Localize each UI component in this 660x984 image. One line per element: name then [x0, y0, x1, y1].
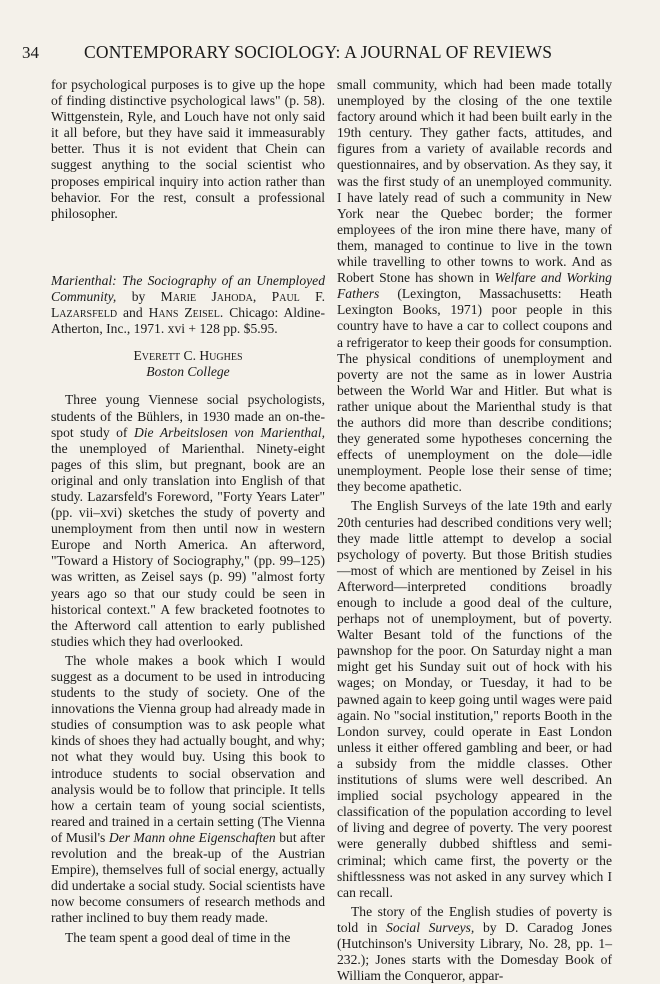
reviewer-affiliation: Boston College	[146, 364, 230, 380]
page-number: 34	[22, 43, 39, 62]
author-zeisel: Hans Zeisel	[148, 305, 220, 321]
citation-separator: ,	[252, 288, 272, 304]
review-paragraph: Three young Viennese social psychologists, students of the Bühlers, in 1930 made an on-the-spot study of Die Arbeitslosen von Marienthal, the unemployed of Marienthal. Ninety-eight pages of this slim, but pregnant, book are an original and only translation into English of that study. Lazarsfeld's Foreword, "Forty Years Later" (pp. vii–xvi) sketches the study of poverty and unemployment from then until now in western Europe and North America. An afterword, "Toward a History of Sociography," (pp. 99–125) was written, as Zeisel says (p. 99) "almost forty years ago so that our study could be seen in historical context." A few bracketed footnotes to the Afterword call attention to early published studies which they had overlooked.	[51, 392, 325, 649]
book-title-musil: Der Mann ohne Eigenschaften	[108, 829, 276, 845]
right-column	[337, 77, 612, 984]
running-title: CONTEMPORARY SOCIOLOGY: A JOURNAL OF REVIEWS	[84, 42, 553, 62]
book-title: Marienthal: The Sociography of an Unemployed Community,	[51, 272, 325, 304]
review-paragraph: The English Surveys of the late 19th and early 20th centuries had described conditions very well; they made little attempt to develop a social psychology of poverty. But those British studies—most of which are mentioned by Zeisel in his Afterword—interpreted conditions broadly enough to include a good deal of the culture, perhaps not of unemployment, but of poverty. Walter Besant told of the functions of the pawnshop for the poor. On Saturday night a man might get his Sunday suit out of hock with his wages; on Monday, or Tuesday, it had to be pawned again to keep going until wages were paid again. No "social institution," reports Booth in the London survey, could operate in East London unless it either offered gambling and beer, or had a subsidy from the middle classes. Other institutions of slums were well described. An implied social psychology appeared in the classification of the population according to level of living and degree of poverty. The very poorest were generally dubbed shiftless and semi-criminal; which came first, the poverty or the shiftlessness was not asked in any survey which I can recall.	[337, 498, 612, 900]
book-title-social-surveys: Social Surveys,	[386, 919, 475, 935]
review-paragraph: The team spent a good deal of time in the	[65, 929, 291, 945]
citation-by: by	[116, 288, 161, 304]
publication-info: . Chicago: Aldine-Atherton, Inc., 1971. xvi + 128 pp. $5.95.	[51, 305, 325, 337]
citation-and: and	[117, 305, 149, 321]
review-paragraph: small community, which had been made totally unemployed by the closing of the one textile factory around which it had been built early in the 19th century. They gather facts, attitudes, and figures from a variety of available records and questionnaires, and by observation. As they say, it was the first study of an unemployed community. I have lately read of such a community in New York near the Quebec border; the former employees of the iron mine there have, many of them, managed to continue to live in the town while travelling to other towns to work. And as Robert Stone has shown in Welfare and Working Fathers (Lexington, Massachusetts: Heath Lexington Books, 1971) poor people in this country have to have a car to collect coupons and a refrigerator to keep their goods for consumption. The physical conditions of unemployment and poverty are not the same as in lower Austria between the World War and Hitler. But what is rather unique about the Marienthal study is that the authors did more than describe conditions; they generated some hypotheses concerning the effects of unemployment on the dole—idle unemployment. People lose their sense of time; they become apathetic.	[337, 77, 612, 495]
left-column	[51, 77, 325, 946]
author-jahoda: Marie Jahoda	[160, 288, 253, 304]
book-title-stone: Welfare and Working Fathers	[337, 270, 612, 302]
previous-review-ending: for psychological purposes is to give up the hope of finding distinctive psychological laws" (p. 58). Wittgenstein, Ryle, and Louch have not only said it all before, but they have said it immeasurably better. Thus it is not evident that Chein can suggest anything to the social scientist who proposes empirical inquiry into action rather than behavior. For the rest, consult a professional philosopher.	[51, 77, 325, 221]
book-title-german: Die Arbeitslosen von Marienthal,	[133, 424, 325, 440]
review-paragraph: The whole makes a book which I would suggest as a document to be used in introducing students to the study of society. One of the innovations the Vienna group had already made in studies of consumption was to ask people what kinds of shoes they had actually bought, and why; not what they would buy. Using this book to introduce students to social observation and analysis would be to follow that principle. It tells how a certain team of young social scientists, reared and trained in a certain setting (The Vienna of Musil's Der Mann ohne Eigenschaften but after revolution and the break-up of the Austrian Empire), themselves full of social energy, actually did undertake a social study. Social scientists have now become consumers of research methods and rather inclined to buy them ready made.	[51, 652, 326, 926]
review-paragraph: The story of the English studies of poverty is told in Social Surveys, by D. Caradog Jones (Hutchinson's University Library, No. 28, pp. 1–232.); Jones starts with the Domesday Book of William the Conqueror, appar-	[337, 903, 612, 984]
book-citation	[51, 273, 325, 337]
author-lazarsfeld: Paul F. Lazarsfeld	[51, 288, 326, 321]
reviewer-name: Everett C. Hughes	[133, 348, 243, 364]
page-header	[22, 42, 634, 66]
